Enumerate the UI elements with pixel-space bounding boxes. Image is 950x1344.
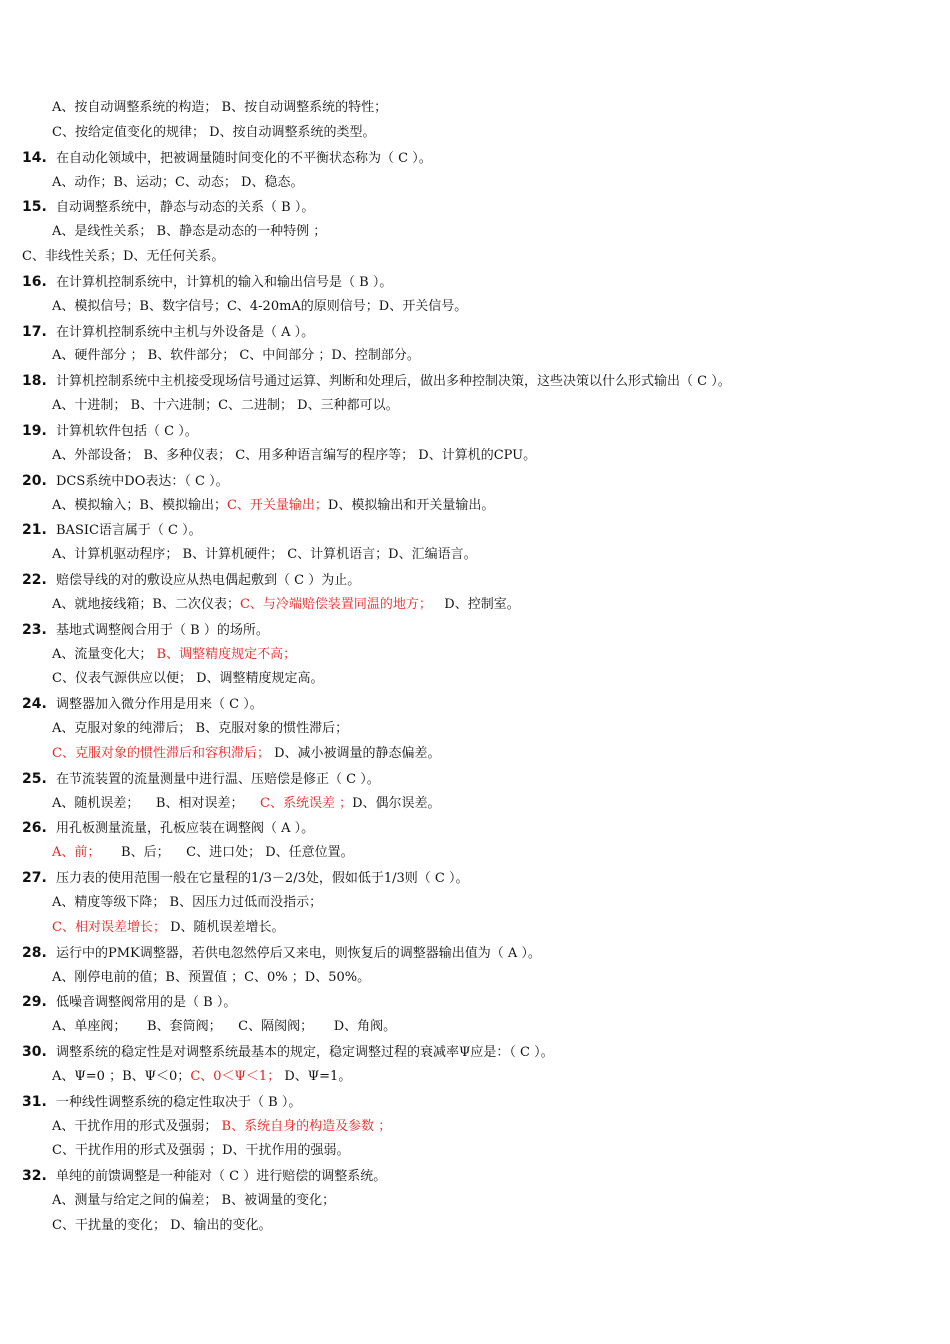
- answer-option-text: C、干扰作用的形式及强弱 ；D、干扰作用的强弱。: [52, 1143, 350, 1159]
- question-line: [0, 990, 950, 1015]
- question-text: 调整器加入微分作用是用来（ C ）。: [56, 697, 263, 713]
- answer-option-text: A、单座阀； B、套筒阀； C、隔阂阀； D、角阀。: [52, 1019, 397, 1035]
- question-text: 低噪音调整阀常用的是（ B ）。: [56, 995, 237, 1011]
- question-number: 14.: [22, 149, 47, 166]
- answer-option-text: D、控制室。: [431, 596, 520, 612]
- options-line: [0, 295, 950, 320]
- highlighted-answer-option: C、系统误差 ；: [260, 795, 353, 811]
- answer-option-text: A、外部设备； B、多种仪表； C、用多种语言编写的程序等； D、计算机的CPU。: [52, 447, 537, 463]
- options-line: [0, 1015, 950, 1040]
- question-text: 在计算机控制系统中主机与外设备是（ A ）。: [56, 324, 315, 340]
- question-text: 在计算机控制系统中，计算机的输入和输出信号是（ B ）。: [56, 274, 393, 290]
- options-line: [0, 891, 950, 916]
- answer-option-text: A、克服对象的纯滞后； B、克服对象的惯性滞后；: [52, 721, 349, 737]
- answer-option-text: A、十进制； B、十六进制；C、二进制； D、三种都可以。: [52, 398, 399, 414]
- question-line: [0, 1040, 950, 1065]
- question-number: 27.: [22, 870, 47, 887]
- question-number: 29.: [22, 994, 47, 1011]
- question-line: [0, 195, 950, 220]
- question-number: 28.: [22, 944, 47, 961]
- answer-option-text: C、非线性关系；D、无任何关系。: [22, 249, 225, 265]
- question-number: 26.: [22, 820, 47, 837]
- question-number: 22.: [22, 572, 47, 589]
- question-line: [0, 1090, 950, 1115]
- question-number: 31.: [22, 1093, 47, 1110]
- question-text: 用孔板测量流量，孔板应装在调整阀（ A ）。: [56, 821, 315, 837]
- question-line: [0, 816, 950, 841]
- options-line: [0, 916, 950, 941]
- question-number: 15.: [22, 199, 47, 216]
- question-line: [0, 767, 950, 792]
- options-line: [0, 171, 950, 196]
- options-line: [0, 1115, 950, 1140]
- options-line: [0, 245, 950, 270]
- question-number: 19.: [22, 422, 47, 439]
- question-number: 32.: [22, 1168, 47, 1185]
- question-number: 23.: [22, 621, 47, 638]
- question-line: [0, 866, 950, 891]
- question-number: 25.: [22, 770, 47, 787]
- answer-option-text: A、动作；B、运动；C、动态； D、稳态。: [52, 174, 304, 190]
- answer-option-text: D、Ψ=1。: [280, 1068, 352, 1084]
- question-line: [0, 419, 950, 444]
- answer-option-text: D、随机误差增长。: [165, 919, 285, 935]
- options-line: [0, 444, 950, 469]
- question-number: 30.: [22, 1044, 47, 1061]
- answer-option-text: A、测量与给定之间的偏差； B、被调量的变化；: [52, 1193, 336, 1209]
- question-number: 16.: [22, 273, 47, 290]
- question-line: [0, 469, 950, 494]
- question-number: 24.: [22, 696, 47, 713]
- answer-option-text: A、就地接线箱；B、二次仪表；: [52, 596, 240, 612]
- question-text: 赔偿导线的对的敷设应从热电偶起敷到（ C ）为止。: [56, 573, 361, 589]
- options-line: [0, 1065, 950, 1090]
- question-text: 调整系统的稳定性是对调整系统最基本的规定，稳定调整过程的衰减率Ψ应是：（ C ）。: [56, 1045, 554, 1061]
- question-text: BASIC语言属于（ C ）。: [56, 523, 202, 539]
- options-line: [0, 220, 950, 245]
- answer-option-text: A、刚停电前的值；B、预置值 ；C、0% ；D、50%。: [52, 969, 371, 985]
- answer-option-text: A、干扰作用的形式及强弱；: [52, 1118, 222, 1134]
- options-line: [0, 717, 950, 742]
- question-line: [0, 518, 950, 543]
- options-line: [0, 543, 950, 568]
- answer-option-text: D、模拟输出和开关量输出。: [327, 497, 495, 513]
- question-text: 在节流装置的流量测量中进行温、压赔偿是修正（ C ）。: [56, 771, 380, 787]
- answer-option-text: A、模拟信号；B、数字信号；C、4-20mA的原则信号；D、开关信号。: [52, 298, 468, 314]
- options-line: [0, 841, 950, 866]
- options-line: [0, 792, 950, 817]
- highlighted-answer-option: C、开关量输出；: [226, 497, 328, 513]
- highlighted-answer-option: B、调整精度规定不高；: [156, 646, 297, 662]
- answer-option-text: A、硬件部分 ； B、软件部分； C、中间部分 ；D、控制部分。: [52, 348, 420, 364]
- highlighted-answer-option: B、系统自身的构造及参数 ；: [221, 1118, 392, 1134]
- question-text: 一种线性调整系统的稳定性取决于（ B ）。: [56, 1094, 302, 1110]
- question-number: 20.: [22, 472, 47, 489]
- question-text: 计算机软件包括（ C ）。: [56, 423, 198, 439]
- options-line: [0, 593, 950, 618]
- answer-option-text: A、计算机驱动程序； B、计算机硬件； C、计算机语言；D、汇编语言。: [52, 547, 477, 563]
- question-text: DCS系统中DO表达：（ C ）。: [56, 473, 229, 489]
- answer-option-text: A、随机误差； B、相对误差；: [52, 795, 261, 811]
- answer-option-text: A、是线性关系； B、静态是动态的一种特例 ；: [52, 224, 327, 240]
- highlighted-answer-option: A、前；: [52, 845, 101, 861]
- options-line: [0, 96, 950, 121]
- answer-option-text: B、后； C、进口处； D、任意位置。: [100, 845, 354, 861]
- answer-option-text: C、干扰量的变化； D、输出的变化。: [52, 1217, 272, 1233]
- question-text: 运行中的PMK调整器，若供电忽然停后又来电，则恢复后的调整器输出值为（ A ）。: [56, 945, 541, 961]
- question-number: 21.: [22, 522, 47, 539]
- exam-page: [0, 96, 950, 1239]
- answer-option-text: D、减小被调量的静态偏差。: [269, 745, 441, 761]
- question-line: [0, 320, 950, 345]
- answer-option-text: A、精度等级下降； B、因压力过低而没指示；: [52, 895, 323, 910]
- options-line: [0, 667, 950, 692]
- options-line: [0, 1189, 950, 1214]
- highlighted-answer-option: C、0＜Ψ＜1；: [190, 1068, 281, 1084]
- options-line: [0, 394, 950, 419]
- question-line: [0, 270, 950, 295]
- options-line: [0, 494, 950, 519]
- question-text: 单纯的前馈调整是一种能对（ C ）进行赔偿的调整系统。: [56, 1169, 387, 1185]
- highlighted-answer-option: C、与冷端赔偿装置同温的地方；: [239, 596, 432, 612]
- question-text: 自动调整系统中，静态与动态的关系（ B ）。: [56, 200, 315, 216]
- answer-option-text: A、Ψ=0 ；B、Ψ＜0；: [52, 1068, 191, 1084]
- options-line: [0, 121, 950, 146]
- question-text: 压力表的使用范围一般在它量程的1/3－2/3处，假如低于1/3则（ C ）。: [56, 871, 469, 887]
- highlighted-answer-option: C、相对误差增长；: [52, 919, 166, 935]
- question-line: [0, 1164, 950, 1189]
- options-line: [0, 1139, 950, 1164]
- question-text: 基地式调整阀合用于（ B ）的场所。: [56, 622, 269, 638]
- question-line: [0, 146, 950, 171]
- options-line: [0, 1214, 950, 1239]
- highlighted-answer-option: C、克服对象的惯性滞后和容积滞后；: [52, 745, 270, 761]
- options-line: [0, 966, 950, 991]
- options-line: [0, 344, 950, 369]
- question-number: 18.: [22, 373, 47, 390]
- answer-option-text: C、仪表气源供应以便； D、调整精度规定高。: [52, 671, 324, 687]
- answer-option-text: D、偶尔误差。: [352, 795, 441, 811]
- question-number: 17.: [22, 323, 47, 340]
- question-text: 计算机控制系统中主机接受现场信号通过运算、判断和处理后，做出多种控制决策，这些决策以什么形式输出（ C ）。: [56, 374, 731, 390]
- options-line: [0, 742, 950, 767]
- question-line: [0, 941, 950, 966]
- answer-option-text: C、按给定值变化的规律； D、按自动调整系统的类型。: [52, 124, 376, 140]
- options-line: [0, 643, 950, 668]
- question-line: [0, 568, 950, 593]
- answer-option-text: A、模拟输入；B、模拟输出；: [52, 497, 227, 513]
- question-line: [0, 369, 950, 394]
- answer-option-text: A、按自动调整系统的构造； B、按自动调整系统的特性；: [52, 100, 388, 115]
- question-line: [0, 692, 950, 717]
- answer-option-text: A、流量变化大；: [52, 646, 157, 662]
- question-line: [0, 618, 950, 643]
- question-text: 在自动化领域中，把被调量随时间变化的不平衡状态称为（ C ）。: [56, 150, 432, 166]
